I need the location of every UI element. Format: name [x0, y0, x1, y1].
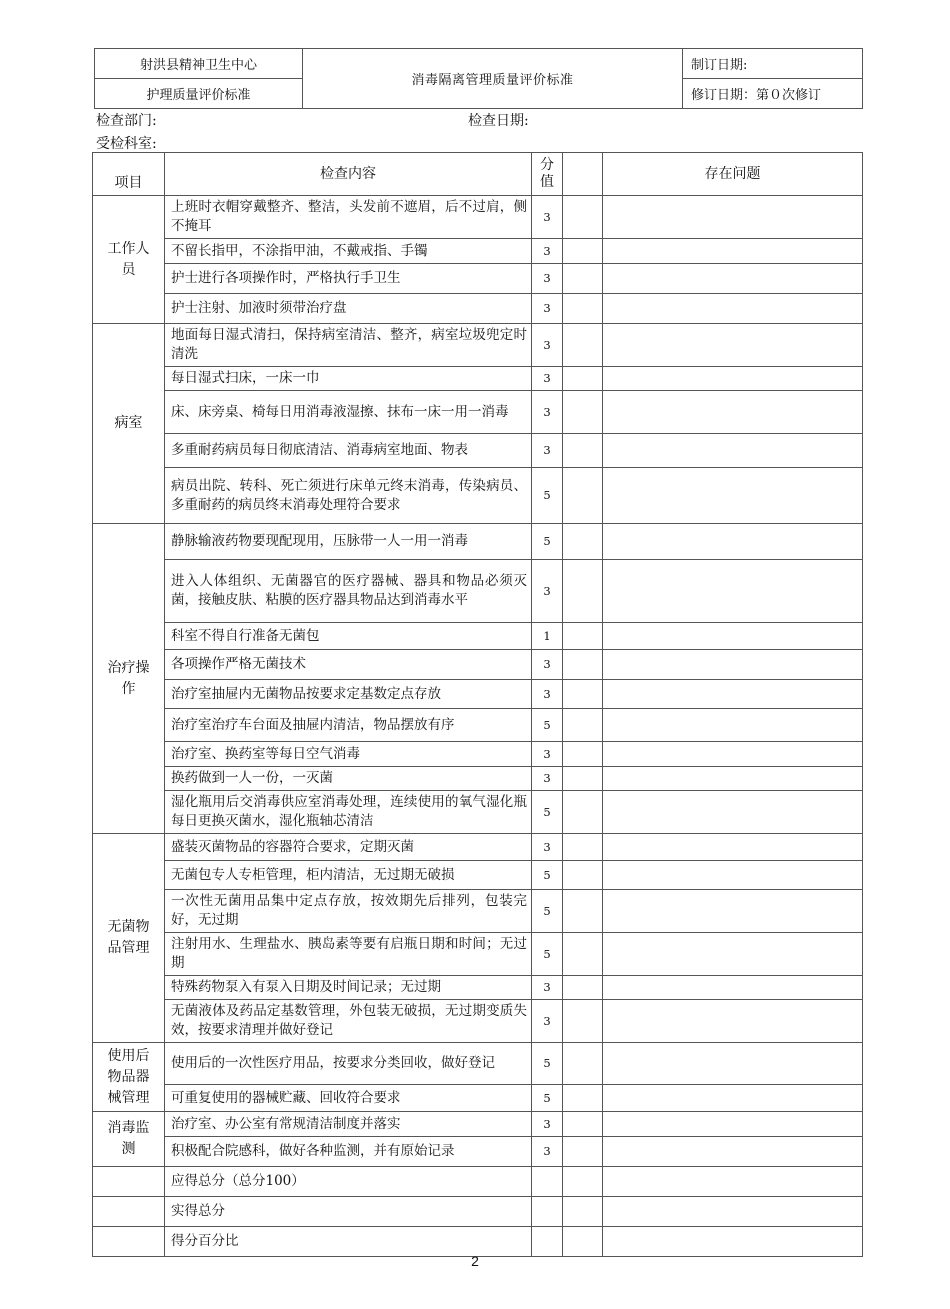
blank-cell [563, 560, 603, 623]
blank-cell [563, 976, 603, 1000]
total-label: 得分百分比 [165, 1227, 532, 1257]
content-cell: 多重耐药病员每日彻底清洁、消毒病室地面、物表 [165, 434, 532, 468]
content-cell: 换药做到一人一份，一灭菌 [165, 767, 532, 791]
blank-cell [93, 1227, 165, 1257]
col-item-header: 项目 [93, 153, 165, 196]
dept-label: 检查部门: [96, 113, 157, 129]
content-cell: 特殊药物泵入有泵入日期及时间记录；无过期 [165, 976, 532, 1000]
score-cell: 3 [532, 196, 563, 239]
table-row [93, 367, 863, 391]
blank-cell [563, 1085, 603, 1112]
score-cell: 5 [532, 1085, 563, 1112]
revise-date-label: 修订日期：第０次修订 [683, 79, 863, 109]
blank-cell [532, 1167, 563, 1197]
blank-cell [563, 791, 603, 834]
issue-cell [603, 933, 863, 976]
made-date-label: 制订日期: [683, 49, 863, 79]
issue-cell [603, 1000, 863, 1043]
score-cell: 3 [532, 324, 563, 367]
blank-cell [563, 1112, 603, 1137]
content-cell: 地面每日湿式清扫，保持病室清洁、整齐，病室垃圾兜定时清洗 [165, 324, 532, 367]
content-cell: 护士注射、加液时须带治疗盘 [165, 294, 532, 324]
blank-cell [563, 196, 603, 239]
content-cell: 使用后的一次性医疗用品，按要求分类回收，做好登记 [165, 1043, 532, 1085]
table-row [93, 1000, 863, 1043]
issue-cell [603, 391, 863, 434]
blank-cell [563, 294, 603, 324]
content-cell: 床、床旁桌、椅每日用消毒液湿擦、抹布一床一用一消毒 [165, 391, 532, 434]
score-cell: 3 [532, 434, 563, 468]
issue-cell [603, 834, 863, 861]
score-cell: 3 [532, 650, 563, 680]
blank-cell [603, 1197, 863, 1227]
table-row [93, 264, 863, 294]
total-row [93, 1227, 863, 1257]
doc-subtitle: 护理质量评价标准 [95, 79, 303, 109]
blank-cell [563, 239, 603, 264]
blank-cell [563, 767, 603, 791]
blank-cell [603, 1227, 863, 1257]
score-cell: 5 [532, 1043, 563, 1085]
table-row [93, 1085, 863, 1112]
table-row [93, 196, 863, 239]
issue-cell [603, 650, 863, 680]
content-cell: 积极配合院感科，做好各种监测，并有原始记录 [165, 1137, 532, 1167]
content-cell: 护士进行各项操作时，严格执行手卫生 [165, 264, 532, 294]
doc-title: 消毒隔离管理质量评价标准 [303, 49, 683, 109]
col-issue-header: 存在问题 [603, 153, 863, 196]
score-cell: 3 [532, 1112, 563, 1137]
issue-cell [603, 623, 863, 650]
score-cell: 3 [532, 1000, 563, 1043]
score-cell: 5 [532, 861, 563, 890]
issue-cell [603, 434, 863, 468]
category-cell: 治疗操 作 [93, 524, 165, 834]
blank-cell [563, 680, 603, 709]
score-cell: 1 [532, 623, 563, 650]
issue-cell [603, 742, 863, 767]
blank-cell [563, 367, 603, 391]
score-cell: 3 [532, 294, 563, 324]
blank-cell [563, 650, 603, 680]
content-cell: 可重复使用的器械贮藏、回收符合要求 [165, 1085, 532, 1112]
score-cell: 5 [532, 524, 563, 560]
blank-cell [93, 1167, 165, 1197]
content-cell: 一次性无菌用品集中定点存放，按效期先后排列，包装完好，无过期 [165, 890, 532, 933]
evaluation-table [92, 152, 863, 1257]
issue-cell [603, 680, 863, 709]
content-cell: 治疗室抽屉内无菌物品按要求定基数定点存放 [165, 680, 532, 709]
table-row [93, 468, 863, 524]
content-cell: 每日湿式扫床，一床一巾 [165, 367, 532, 391]
content-cell: 进入人体组织、无菌器官的医疗器械、器具和物品必须灭菌，接触皮肤、粘膜的医疗器具物品达到消毒水平 [165, 560, 532, 623]
issue-cell [603, 324, 863, 367]
issue-cell [603, 861, 863, 890]
table-row [93, 324, 863, 367]
content-cell: 治疗室、换药室等每日空气消毒 [165, 742, 532, 767]
content-cell: 湿化瓶用后交消毒供应室消毒处理，连续使用的氧气湿化瓶每日更换灭菌水，湿化瓶轴芯清洁 [165, 791, 532, 834]
blank-cell [563, 1227, 603, 1257]
total-row [93, 1197, 863, 1227]
blank-cell [563, 709, 603, 742]
table-row [93, 1043, 863, 1085]
issue-cell [603, 196, 863, 239]
blank-cell [563, 834, 603, 861]
table-row [93, 791, 863, 834]
table-row [93, 767, 863, 791]
score-cell: 3 [532, 767, 563, 791]
content-cell: 注射用水、生理盐水、胰岛素等要有启瓶日期和时间；无过期 [165, 933, 532, 976]
table-row [93, 623, 863, 650]
score-cell: 3 [532, 560, 563, 623]
score-cell: 3 [532, 1137, 563, 1167]
blank-cell [563, 890, 603, 933]
issue-cell [603, 976, 863, 1000]
issue-cell [603, 468, 863, 524]
content-cell: 无菌包专人专柜管理，柜内清洁，无过期无破损 [165, 861, 532, 890]
table-row [93, 890, 863, 933]
table-row [93, 560, 863, 623]
table-row [93, 861, 863, 890]
blank-cell [563, 623, 603, 650]
category-cell: 病室 [93, 324, 165, 524]
total-label: 应得总分（总分100） [165, 1167, 532, 1197]
blank-cell [563, 933, 603, 976]
blank-cell [563, 324, 603, 367]
category-cell: 无菌物 品管理 [93, 834, 165, 1043]
table-row [93, 650, 863, 680]
score-cell: 5 [532, 709, 563, 742]
col-content-header: 检查内容 [165, 153, 532, 196]
content-cell: 无菌液体及药品定基数管理，外包装无破损，无过期变质失效，按要求清理并做好登记 [165, 1000, 532, 1043]
table-row [93, 391, 863, 434]
issue-cell [603, 294, 863, 324]
score-cell: 5 [532, 933, 563, 976]
category-cell: 使用后 物品器 械管理 [93, 1043, 165, 1112]
issue-cell [603, 791, 863, 834]
col-score-header: 分 值 [532, 153, 563, 196]
content-cell: 上班时衣帽穿戴整齐、整洁，头发前不遮眉，后不过肩，侧不掩耳 [165, 196, 532, 239]
issue-cell [603, 890, 863, 933]
blank-cell [563, 264, 603, 294]
ward-label: 受检科室: [96, 136, 157, 152]
blank-cell [563, 1137, 603, 1167]
page-number: 2 [471, 1253, 479, 1269]
table-row [93, 524, 863, 560]
table-row [93, 933, 863, 976]
total-row [93, 1167, 863, 1197]
table-row [93, 834, 863, 861]
blank-cell [563, 861, 603, 890]
content-cell: 治疗室治疗车台面及抽屉内清洁，物品摆放有序 [165, 709, 532, 742]
blank-cell [603, 1167, 863, 1197]
score-cell: 3 [532, 367, 563, 391]
content-cell: 静脉输液药物要现配现用，压脉带一人一用一消毒 [165, 524, 532, 560]
blank-cell [563, 1197, 603, 1227]
issue-cell [603, 1137, 863, 1167]
issue-cell [603, 239, 863, 264]
blank-cell [563, 1043, 603, 1085]
issue-cell [603, 767, 863, 791]
content-cell: 盛装灭菌物品的容器符合要求，定期灭菌 [165, 834, 532, 861]
score-cell: 5 [532, 468, 563, 524]
blank-cell [563, 1167, 603, 1197]
category-cell: 消毒监 测 [93, 1112, 165, 1167]
issue-cell [603, 367, 863, 391]
score-cell: 3 [532, 680, 563, 709]
blank-cell [563, 1000, 603, 1043]
content-cell: 病员出院、转科、死亡须进行床单元终末消毒，传染病员、多重耐药的病员终末消毒处理符合要求 [165, 468, 532, 524]
col-blank-header [563, 153, 603, 196]
table-row [93, 976, 863, 1000]
table-row [93, 294, 863, 324]
total-label: 实得总分 [165, 1197, 532, 1227]
content-cell: 治疗室、办公室有常规清洁制度并落实 [165, 1112, 532, 1137]
check-date-label: 检查日期: [468, 113, 529, 129]
blank-cell [532, 1197, 563, 1227]
blank-cell [563, 742, 603, 767]
score-cell: 5 [532, 791, 563, 834]
blank-cell [532, 1227, 563, 1257]
issue-cell [603, 1112, 863, 1137]
score-cell: 3 [532, 834, 563, 861]
content-cell: 不留长指甲，不涂指甲油，不戴戒指、手镯 [165, 239, 532, 264]
score-cell: 3 [532, 742, 563, 767]
score-cell: 5 [532, 890, 563, 933]
org-name: 射洪县精神卫生中心 [95, 49, 303, 79]
table-row [93, 1137, 863, 1167]
table-row [93, 709, 863, 742]
score-cell: 3 [532, 976, 563, 1000]
score-cell: 3 [532, 391, 563, 434]
issue-cell [603, 560, 863, 623]
content-cell: 各项操作严格无菌技术 [165, 650, 532, 680]
score-cell: 3 [532, 239, 563, 264]
table-row [93, 680, 863, 709]
table-row [93, 239, 863, 264]
blank-cell [93, 1197, 165, 1227]
issue-cell [603, 709, 863, 742]
blank-cell [563, 468, 603, 524]
score-cell: 3 [532, 264, 563, 294]
blank-cell [563, 391, 603, 434]
blank-cell [563, 434, 603, 468]
issue-cell [603, 1043, 863, 1085]
issue-cell [603, 524, 863, 560]
blank-cell [563, 524, 603, 560]
content-cell: 科室不得自行准备无菌包 [165, 623, 532, 650]
issue-cell [603, 1085, 863, 1112]
table-row [93, 1112, 863, 1137]
category-cell: 工作人 员 [93, 196, 165, 324]
table-row [93, 434, 863, 468]
table-row [93, 742, 863, 767]
issue-cell [603, 264, 863, 294]
header-table [94, 48, 863, 109]
